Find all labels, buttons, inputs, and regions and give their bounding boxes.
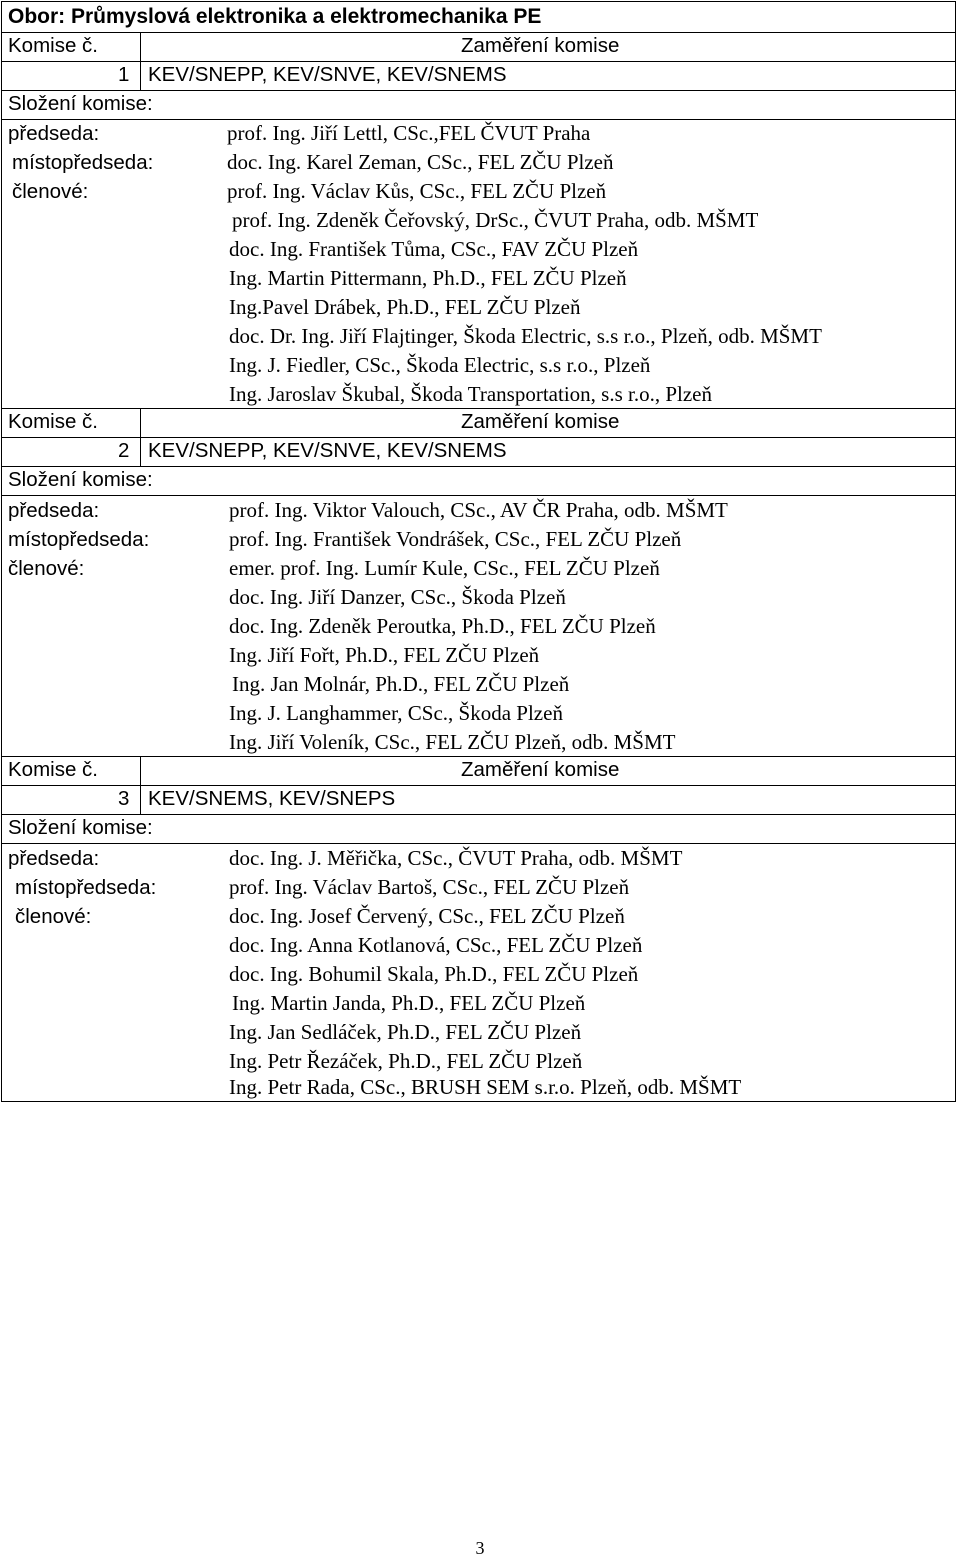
member-entry: prof. Ing. Viktor Valouch, CSc., AV ČR Praha, odb. MŠMT (229, 498, 728, 522)
clenove-label: členové: (15, 905, 92, 928)
zamereni-label: Zaměření komise (461, 34, 620, 57)
page-title: Obor: Průmyslová elektronika a elektromechanika PE (8, 5, 542, 28)
member-entry: prof. Ing. František Vondrášek, CSc., FEL ZČU Plzeň (229, 527, 682, 551)
member-entry: Ing. Jan Molnár, Ph.D., FEL ZČU Plzeň (232, 672, 570, 696)
member-entry: doc. Ing. Bohumil Skala, Ph.D., FEL ZČU Plzeň (229, 962, 639, 986)
member-entry: doc. Dr. Ing. Jiří Flajtinger, Škoda Electric, s.s r.o., Plzeň, odb. MŠMT (229, 324, 822, 348)
komise-label: Komise č. (8, 410, 98, 433)
mistopredseda-label: místopředseda: (12, 151, 154, 174)
komise-label: Komise č. (8, 34, 98, 57)
member-entry: doc. Ing. Anna Kotlanová, CSc., FEL ZČU Plzeň (229, 933, 643, 957)
member-entry: Ing. Martin Janda, Ph.D., FEL ZČU Plzeň (232, 991, 586, 1015)
member-entry: prof. Ing. Zdeněk Čeřovský, DrSc., ČVUT Praha, odb. MŠMT (232, 208, 759, 232)
member-entry: Ing. Martin Pittermann, Ph.D., FEL ZČU Plzeň (229, 266, 627, 290)
column-divider (140, 32, 141, 90)
member-entry: doc. Ing. Karel Zeman, CSc., FEL ZČU Plzeň (227, 150, 614, 174)
column-divider (140, 408, 141, 466)
member-entry: Ing. Petr Rada, CSc., BRUSH SEM s.r.o. Plzeň, odb. MŠMT (229, 1075, 742, 1099)
member-entry: emer. prof. Ing. Lumír Kule, CSc., FEL ZČU Plzeň (229, 556, 660, 580)
member-entry: Ing. J. Langhammer, CSc., Škoda Plzeň (229, 701, 563, 725)
member-entry: Ing. Petr Řezáček, Ph.D., FEL ZČU Plzeň (229, 1049, 583, 1073)
commission-focus: KEV/SNEMS, KEV/SNEPS (148, 787, 396, 810)
slozeni-label: Složení komise: (8, 816, 153, 839)
commission-focus: KEV/SNEPP, KEV/SNVE, KEV/SNEMS (148, 439, 507, 462)
predseda-label: předseda: (8, 122, 100, 145)
predseda-label: předseda: (8, 499, 100, 522)
member-entry: prof. Ing. Jiří Lettl, CSc.,FEL ČVUT Praha (227, 121, 591, 145)
member-entry: Ing. Jaroslav Škubal, Škoda Transportation, s.s r.o., Plzeň (229, 382, 712, 406)
commission-number: 1 (118, 63, 130, 86)
member-entry: doc. Ing. Zdeněk Peroutka, Ph.D., FEL ZČU Plzeň (229, 614, 656, 638)
member-entry: Ing. J. Fiedler, CSc., Škoda Electric, s.s r.o., Plzeň (229, 353, 651, 377)
member-entry: doc. Ing. Jiří Danzer, CSc., Škoda Plzeň (229, 585, 566, 609)
member-entry: Ing.Pavel Drábek, Ph.D., FEL ZČU Plzeň (229, 295, 581, 319)
mistopredseda-label: místopředseda: (8, 528, 150, 551)
member-entry: doc. Ing. František Tůma, CSc., FAV ZČU Plzeň (229, 237, 639, 261)
commission-number: 3 (118, 787, 130, 810)
mistopredseda-label: místopředseda: (15, 876, 157, 899)
clenove-label: členové: (12, 180, 89, 203)
zamereni-label: Zaměření komise (461, 758, 620, 781)
member-entry: Ing. Jiří Voleník, CSc., FEL ZČU Plzeň, odb. MŠMT (229, 730, 676, 754)
column-divider (140, 756, 141, 814)
clenove-label: členové: (8, 557, 85, 580)
member-entry: doc. Ing. J. Měřička, CSc., ČVUT Praha, odb. MŠMT (229, 846, 683, 870)
komise-label: Komise č. (8, 758, 98, 781)
member-entry: doc. Ing. Josef Červený, CSc., FEL ZČU Plzeň (229, 904, 625, 928)
commission-focus: KEV/SNEPP, KEV/SNVE, KEV/SNEMS (148, 63, 507, 86)
member-entry: Ing. Jan Sedláček, Ph.D., FEL ZČU Plzeň (229, 1020, 582, 1044)
member-entry: prof. Ing. Václav Bartoš, CSc., FEL ZČU Plzeň (229, 875, 630, 899)
row-divider (2, 785, 955, 786)
slozeni-label: Složení komise: (8, 468, 153, 491)
predseda-label: předseda: (8, 847, 100, 870)
commission-number: 2 (118, 439, 130, 462)
slozeni-label: Složení komise: (8, 92, 153, 115)
member-entry: prof. Ing. Václav Kůs, CSc., FEL ZČU Plzeň (227, 179, 607, 203)
page-number: 3 (475, 1538, 485, 1558)
zamereni-label: Zaměření komise (461, 410, 620, 433)
member-entry: Ing. Jiří Fořt, Ph.D., FEL ZČU Plzeň (229, 643, 540, 667)
